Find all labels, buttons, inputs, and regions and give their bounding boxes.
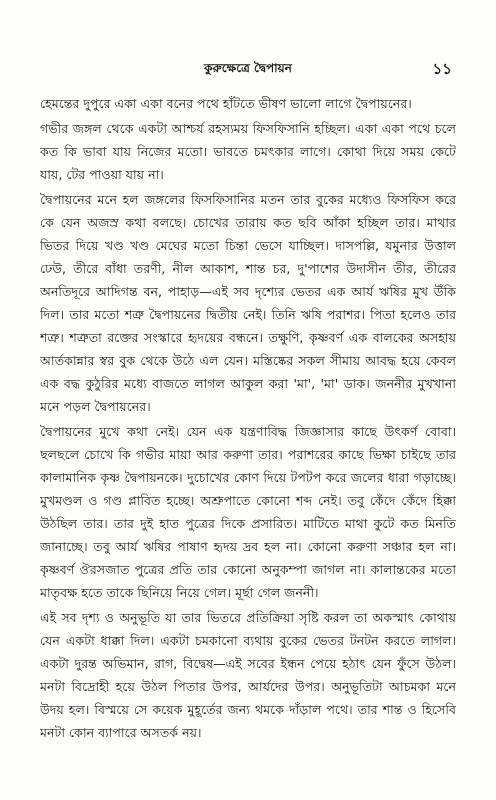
- page-number: ১১: [432, 60, 452, 78]
- paragraph: গভীর জঙ্গল থেকে একটা আশ্চর্য রহস্যময় ফিসফিসানি হচ্ছিল। একা একা পথে চলে কত কি ভাবা যায় নিজের মতো। ভাবতে চমৎকার লাগে। কোথা দিয়ে সময় কেটে যায়, টের পাওয়া যায় না।: [40, 121, 456, 182]
- paragraph: দ্বৈপায়নের মুখে কথা নেই। যেন এক যন্ত্রণাবিদ্ধ জিজ্ঞাসার কাছে উৎকর্ণ বোবা। ছলছলে চোখে কি গভীর মায়া আর করুণা তার। পরাশরের কাছে ভিক্ষা চাইছে তার কালামানিক কৃষ্ণ দ্বৈপায়নকে। দুচোখের কোণ দিয়ে টপটপ করে জলের ধারা গড়াচ্ছে। মুখমণ্ডল ও গণ্ড প্লাবিত হচ্ছে। অশ্রুপাতে কোনো শব্দ নেই। তবু কেঁদে কেঁদে হিক্কা উঠছিল তার। তার দুই হাত পুত্রের দিকে প্রসারিত। মাটিতে মাথা কুটে কত মিনতি জানাচ্ছে। তবু আর্য ঋষির পাষাণ হৃদয় দ্রব হল না। কোনো করুণা সঞ্চার হল না। কৃষ্ণবর্ণ ঔরসজাত পুত্রের প্রতি তার কোনো অনুকম্পা জাগল না। কালান্তকের মতো মাতৃবক্ষ হতে তাকে ছিনিয়ে নিয়ে গেল। মূর্ছা গেল জননী।: [40, 424, 456, 600]
- running-title: কুরুক্ষেত্রে দ্বৈপায়ন: [204, 61, 292, 75]
- paragraph: এই সব দৃশ্য ও অনুভূতি যা তার ভিতরে প্রতিক্রিয়া সৃষ্টি করল তা অকস্মাৎ কোথায় যেন একটা ধাক্কা দিল। একটা চমকানো ব্যথায় বুকের ভেতর টনটন করতে লাগল। একটা দুরন্ত অভিমান, রাগ, বিদ্বেষ—এই সবের ইন্ধন পেয়ে হঠাৎ যেন ফুঁসে উঠল। মনটা বিদ্রোহী হয়ে উঠল পিতার উপর, আর্যদের উপর। অনুভূতিটা আচমকা মনে উদয় হল। বিস্ময়ে সে কয়েক মুহূর্তের জন্য থমকে দাঁড়াল পথে। তার শান্ত ও হিসেবি মনটা কোন ব্যাপারে অসতর্ক নয়।: [40, 610, 456, 740]
- page-header: [44, 58, 452, 80]
- paragraph: হেমন্তের দুপুরে একা একা বনের পথে হাঁটতে ভীষণ ভালো লাগে দ্বৈপায়নের।: [40, 96, 412, 111]
- paragraph: দ্বৈপায়নের মনে হল জঙ্গলের ফিসফিসানির মতন তার বুকের মধ্যেও ফিসফিস করে কে যেন অজস্র কথা বলছে। চোখের তারায় কত ছবি আঁকা হচ্ছিল তার। মাথার ভিতর দিয়ে খণ্ড খণ্ড মেঘের মতো চিন্তা ভেসে যাচ্ছিল। দাসপল্লি, যমুনার উত্তাল ঢেউ, তীরে বাঁধা তরণী, নীল আকাশ, শান্ত চর, দু'পাশের উদাসীন তীর, তীরের অনতিদূরে আদিগন্ত বন, পাহাড়—এই সব দৃশ্যের ভেতর এক আর্য ঋষির মুখ উঁকি দিল। তার মতো শত্রু দ্বৈপায়নের দ্বিতীয় নেই। তিনি ঋষি পরাশর। পিতা হলেও তার শত্রু। শত্রুতা রক্তের সংস্কারে হৃদয়ের বন্ধনে। তক্ষুণি, কৃষ্ণবর্ণ এক বালকের অসহায় আর্তকান্নার স্বর বুক থেকে উঠে এল যেন। মস্তিষ্কের সকল সীমায় আবদ্ধ হয়ে কেবল এক বদ্ধ কুঠুরির মধ্যে বাজতে লাগল আকুল করা 'মা', 'মা' ডাক। জননীর মুখখানা মনে পড়ল দ্বৈপায়নের।: [40, 192, 456, 414]
- page-body: [40, 92, 456, 782]
